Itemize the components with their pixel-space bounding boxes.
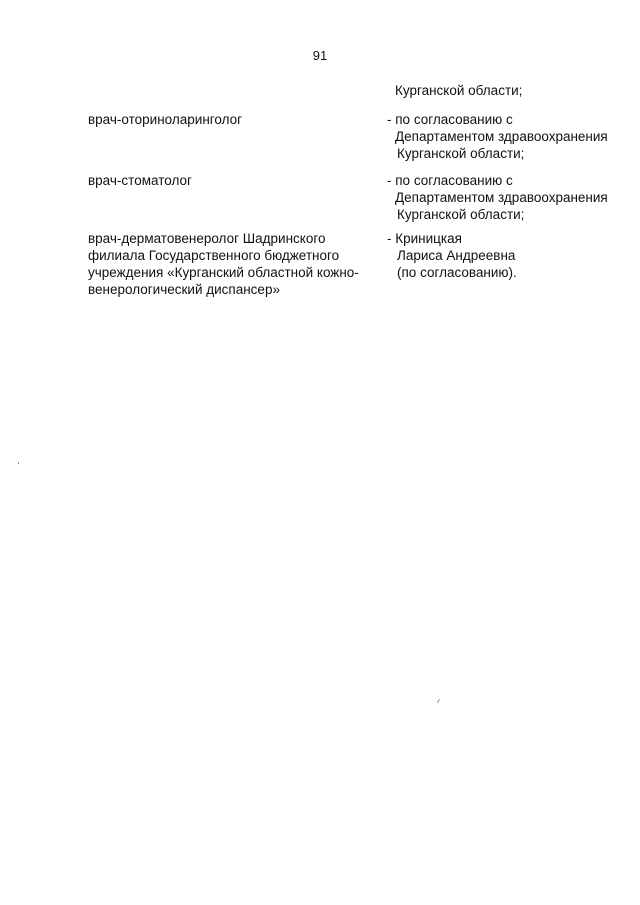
role-text bbox=[88, 172, 378, 189]
scan-speck bbox=[18, 462, 19, 464]
role-line: врач-дерматовенеролог Шадринского bbox=[88, 231, 326, 246]
assignment-line: - Криницкая bbox=[387, 231, 462, 246]
role-line: венерологический диспансер» bbox=[88, 282, 280, 297]
role-text bbox=[88, 230, 378, 298]
assignment-line: Лариса Андреевна bbox=[397, 248, 516, 263]
assignment-text bbox=[387, 172, 637, 223]
assignment-line: Курганской области; bbox=[397, 146, 525, 161]
assignment-line: (по согласованию). bbox=[397, 265, 517, 280]
role-text bbox=[88, 111, 378, 128]
assignment-line: Департаментом здравоохранения bbox=[395, 190, 608, 205]
assignment-line: - по согласованию с bbox=[387, 173, 513, 188]
role-line: учреждения «Курганский областной кожно- bbox=[88, 265, 359, 280]
assignment-text bbox=[387, 230, 637, 281]
page-number: 91 bbox=[312, 48, 328, 63]
scan-speck bbox=[437, 699, 440, 703]
assignment-line: Департаментом здравоохранения bbox=[395, 129, 608, 144]
role-line: врач-стоматолог bbox=[88, 173, 192, 188]
assignment-line: - по согласованию с bbox=[387, 112, 513, 127]
continuation-line: Курганской области; bbox=[395, 83, 523, 98]
assignment-line: Курганской области; bbox=[397, 207, 525, 222]
role-line: филиала Государственного бюджетного bbox=[88, 248, 340, 263]
role-line: врач-оториноларинголог bbox=[88, 112, 243, 127]
assignment-text bbox=[387, 111, 637, 162]
